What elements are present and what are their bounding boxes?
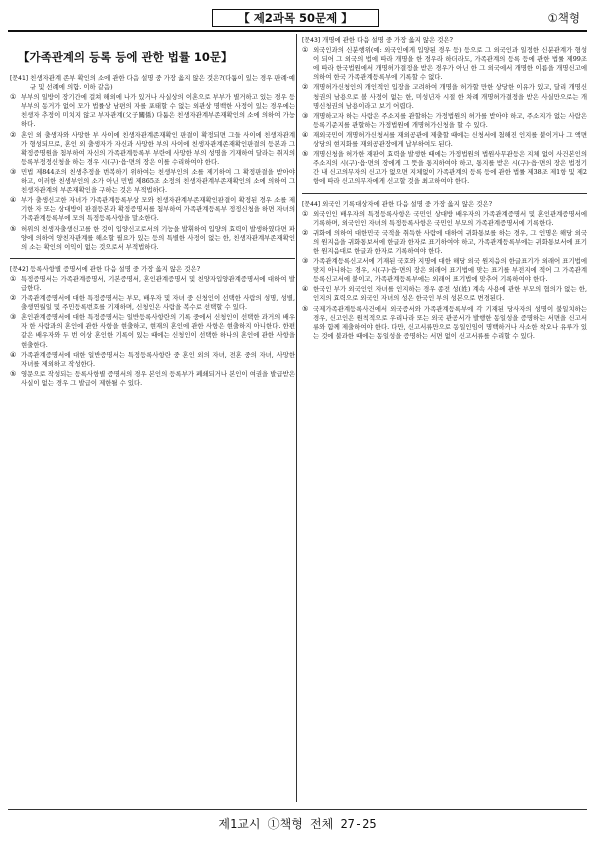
question-stem	[302, 200, 587, 209]
answer-option	[302, 210, 587, 228]
option-number: ②	[10, 294, 17, 303]
question-block	[10, 74, 295, 252]
option-number: ⑤	[10, 369, 17, 378]
question-stem	[302, 36, 587, 45]
option-number: ②	[302, 83, 309, 92]
option-text: 귀화에 의하여 대한민국 국적을 취득한 사람에 대하여 귀화통보를 하는 경우, 그 인명은 해당 외국의 원지음을 귀화통보서에 한글과 한자로 표기하여야 하고, 가족관계등록부에는 귀화통보서에 표기한 원지음대로 한글과 한자로 기록하여야 한다.	[313, 228, 587, 255]
question-block	[10, 258, 295, 388]
option-text: 가족관계증명서에 대한 특정증명서는 부모, 배우자 및 자녀 중 신청인이 선택한 사람의 성명, 성별, 출생연월일 및 주민등록번호를 기재하며, 신청인은 사람을 복수로 선택할 수 있다.	[21, 294, 295, 312]
question-number: [문41]	[10, 75, 29, 82]
answer-option	[10, 294, 295, 312]
option-text: 개명하고자 하는 사람은 주소지를 관할하는 가정법원의 허가를 받아야 하고, 주소지가 없는 사람은 등록기준지를 관할하는 가정법원에 개명허가신청을 할 수 있다.	[313, 111, 587, 129]
page-footer: 제1교시 ①책형 전체 27-25	[218, 817, 377, 831]
option-text: 외국인과의 신분행위(예: 외국인에게 입양된 경우 등) 등으로 그 외국인과 일정한 신분관계가 형성이 되어 그 외국의 법에 따라 개명을 한 경우라 하더라도, 가족관계의 등록 등에 관한 법률 제99조에 따라 한국법원에서 개명허가결정을 받은 경우가 아닌 한 그 외국에서 개명한 이름을 개명신고에 의하여 한국 가족관계등록부에 기록할 수 없다.	[313, 46, 587, 82]
question-text: 외국인 기록대상자에 관한 다음 설명 중 가장 옳지 않은 것은?	[322, 199, 493, 208]
answer-option	[10, 196, 295, 223]
answer-option	[10, 275, 295, 293]
option-number: ③	[10, 167, 17, 176]
answer-option	[302, 83, 587, 110]
answer-option	[302, 112, 587, 130]
answer-option	[302, 285, 587, 303]
option-text: 재외국민이 개명허가신청서를 재외공관에 제출할 때에는 신청서에 첨해진 인지를 붙이거나 그 액면상당의 현지화를 재외공관장에게 납부하여도 된다.	[313, 130, 587, 149]
answer-option	[302, 305, 587, 341]
question-list-left	[10, 74, 295, 388]
section-title: 【가족관계의 등록 등에 관한 법률 10문】	[18, 50, 233, 64]
answer-option	[10, 168, 295, 195]
column-divider	[296, 34, 297, 802]
option-number: ⑤	[302, 150, 309, 159]
question-number: [문44]	[302, 200, 321, 208]
question-number: [문42]	[10, 265, 29, 273]
option-text: 허위의 친생자출생신고를 한 것이 입양신고로서의 기능을 발휘하여 입양의 효력이 발생하였다면 파양에 의하여 양친자관계를 해소할 필요가 있는 등의 특별한 사정이 없는 한, 친생자관계부존재확인의 소는 확인의 이익이 없는 것으로서 부적법하다.	[21, 224, 295, 251]
option-text: 부부의 일방이 장기간에 걸쳐 해외에 나가 있거나 사실상의 이혼으로 부부가 별거하고 있는 경우 등 부부의 동거가 없어 모가 법률상 남편의 자를 포태할 수 없는 외관상 명백한 사정이 있는 경우에는 친생자 추정이 미치지 않고 부자관계(父子關係) 다툼은 친생자관계부존재확인의 소에 의하여 가능하다.	[21, 93, 295, 129]
answer-option	[10, 131, 295, 167]
option-number: ②	[10, 130, 17, 139]
option-number: ①	[10, 93, 17, 102]
question-block	[302, 193, 587, 341]
option-number: ⑤	[10, 224, 17, 233]
question-text: 친생자관계 존부 확인의 소에 관한 다음 설명 중 가장 옳지 않은 것은?(다툼이 있는 경우 판례·예규 및 선례에 의함. 이하 같음)	[30, 74, 295, 92]
booklet-type: ①책형	[547, 11, 580, 25]
answer-option	[10, 370, 295, 388]
option-number: ④	[302, 285, 309, 294]
question-text: 개명에 관한 다음 설명 중 가장 옳지 않은 것은?	[322, 36, 453, 44]
option-number: ③	[10, 313, 17, 322]
option-text: 혼인관계증명서에 대한 특정증명서는 일반등록사항란의 기록 중에서 신청인이 선택한 과거의 배우자 한 사람과의 혼인에 관한 사항을 현출하고, 현재의 혼인에 관한 사항은 현출하지 아니한다. 한편 같은 배우자와 두 번 이상 혼인한 기록이 있는 때에는 신청인이 선택한 하나의 혼인에 관한 사항을 현출한다.	[21, 313, 295, 349]
option-number: ①	[302, 46, 309, 55]
footer-rule	[8, 809, 587, 810]
option-text: 가족관계증명서에 대한 일반증명서는 특정등록사항란 중 혼인 외의 자녀, 전혼 중의 자녀, 사망한 자녀를 제외하고 작성한다.	[21, 350, 295, 368]
option-number: ③	[302, 257, 309, 266]
option-number: ①	[10, 274, 17, 283]
option-number: ④	[10, 350, 17, 359]
exam-subject-title: 【 제2과목 50문제 】	[212, 9, 379, 27]
option-text: 가족관계등록신고서에 기재된 국호와 지명에 대한 해당 외국 원지음의 한글표기가 외래어 표기법에 맞지 아니하는 경우, 시(구)·읍·면의 장은 외래어 표기법에 맞는 표기를 부전지에 적어 그 가족관계등록신고서에 붙이고, 가족관계등록부에는 외래어 표기법에 맞추어 기록하여야 한다.	[313, 257, 587, 284]
option-number: ⑤	[302, 304, 309, 313]
option-text: 혼인 외 출생자와 사망한 부 사이에 친생자관계존재확인 판결이 확정되면 그들 사이에 친생자관계가 형성되므로, 혼인 외 출생자가 자신과 사망한 부의 사이에 친생자관계존재확인판결의 등본과 그 확정증명원을 첨부하여 자신의 가족관계등록부 부란에 사망한 부의 성명을 기재하여 달라는 취지의 등록부정정신청을 하는 경우 시(구)·읍·면의 장은 이를 수리하여야 한다.	[21, 130, 295, 166]
answer-option	[302, 46, 587, 82]
option-text: 개명신청을 허가한 재판이 효력을 발생한 때에는 가정법원의 법원사무관등은 지체 없이 사건본인의 주소지의 시(구)·읍·면의 장에게 그 뜻을 통지하여야 하고, 통지를 받은 시(구)·읍·면의 장은 법정기간 내 신고의무자의 신고가 없으면 지체없이 가족관계의 등록 등에 관한 법률 제38조 제1항 및 제2항에 따라 신고의무자에게 신고할 것을 최고하여야 한다.	[313, 150, 587, 186]
question-block	[302, 36, 587, 187]
option-number: ④	[302, 130, 309, 139]
answer-option	[302, 150, 587, 186]
page-header	[0, 5, 595, 31]
right-column	[302, 34, 587, 804]
question-stem	[10, 265, 295, 274]
option-number: ①	[302, 209, 309, 218]
question-text: 등록사항별 증명서에 관한 다음 설명 중 가장 옳지 않은 것은?	[30, 264, 201, 273]
option-number: ③	[302, 111, 309, 120]
question-number: [문43]	[302, 37, 321, 44]
option-text: 영문으로 작성되는 등록사항별 증명서의 경우 본인의 등록부가 폐쇄되거나 본인이 여권을 발급받은 사실이 없는 경우 그 발급이 제한될 수 있다.	[21, 369, 295, 387]
answer-option	[302, 257, 587, 284]
answer-option	[302, 229, 587, 256]
option-text: 특정증명서는 가족관계증명서, 기본증명서, 혼인관계증명서 및 친양자입양관계증명서에 대하여 발급한다.	[21, 274, 295, 292]
question-stem	[10, 74, 295, 92]
option-text: 외국인인 배우자의 특정등록사항은 국민인 상대방 배우자의 가족관계증명서 및 혼인관계증명서에 기록하며, 외국인인 자녀의 특정등록사항은 국민인 부모의 가족관계증명서에 기록한다.	[313, 209, 587, 227]
option-number: ④	[10, 196, 17, 205]
option-text: 민법 제844조의 친생추정을 번복하기 위하여는 친생부인의 소를 제기하여 그 확정판결을 받아야 하고, 이러한 친생부인의 소가 아닌 민법 제865조 소정의 친생자관계부존재확인의 소에 의하여 그 친생자관계의 부존재확인을 구하는 것은 부적법하다.	[21, 167, 295, 195]
answer-option	[10, 225, 295, 252]
answer-option	[10, 313, 295, 349]
option-text: 개명허가신청인의 개인적인 입장을 고려하여 개명을 허가할 만한 상당한 이유가 있고, 달리 개명신청권의 남용으로 볼 사정이 없는 한, 미성년자 시절 한 차례 개명허가결정을 받은 사실만으로는 개명신청권의 남용이라고 보기 어렵다.	[313, 83, 587, 110]
option-text: 국제가족관계등록사건에서 외국증서와 가족관계등록부에 각 기재된 당사자의 성명이 불일치하는 경우, 신고인은 원칙적으로 우리나라 또는 외국 관공서가 발행한 동일성을 증명하는 서면을 신고서류와 함께 제출하여야 한다. 다만, 신고서류만으로 동일인임이 명백하거나 사소한 착오나 유루가 있는 것에 불과한 때에는 동일성을 증명하는 서면 없이 신고서류를 수리할 수 있다.	[313, 304, 587, 340]
answer-option	[302, 131, 587, 149]
answer-option	[10, 93, 295, 129]
answer-option	[10, 351, 295, 369]
option-number: ②	[302, 228, 309, 237]
option-text: 한국인 부가 외국인인 자녀를 인지하는 경우 종전 성(姓) 계속 사용에 관한 부모의 협의가 없는 한, 인지의 효력으로 외국인 자녀의 성은 한국인 부의 성본으로 변경된다.	[313, 285, 587, 303]
question-list-right	[302, 36, 587, 341]
header-rule	[8, 30, 587, 32]
left-column	[10, 34, 295, 804]
option-text: 부가 출생신고한 자녀가 가족관계등록부상 모와 친생자관계부존재확인판결이 확정된 경우 소를 제기한 자 또는 상대방이 판결등본과 확정증명서를 첨부하여 가족관계등록부 정정신청을 하면 자녀의 가족관계등록부에 모의 특정등록사항을 말소한다.	[21, 196, 295, 223]
